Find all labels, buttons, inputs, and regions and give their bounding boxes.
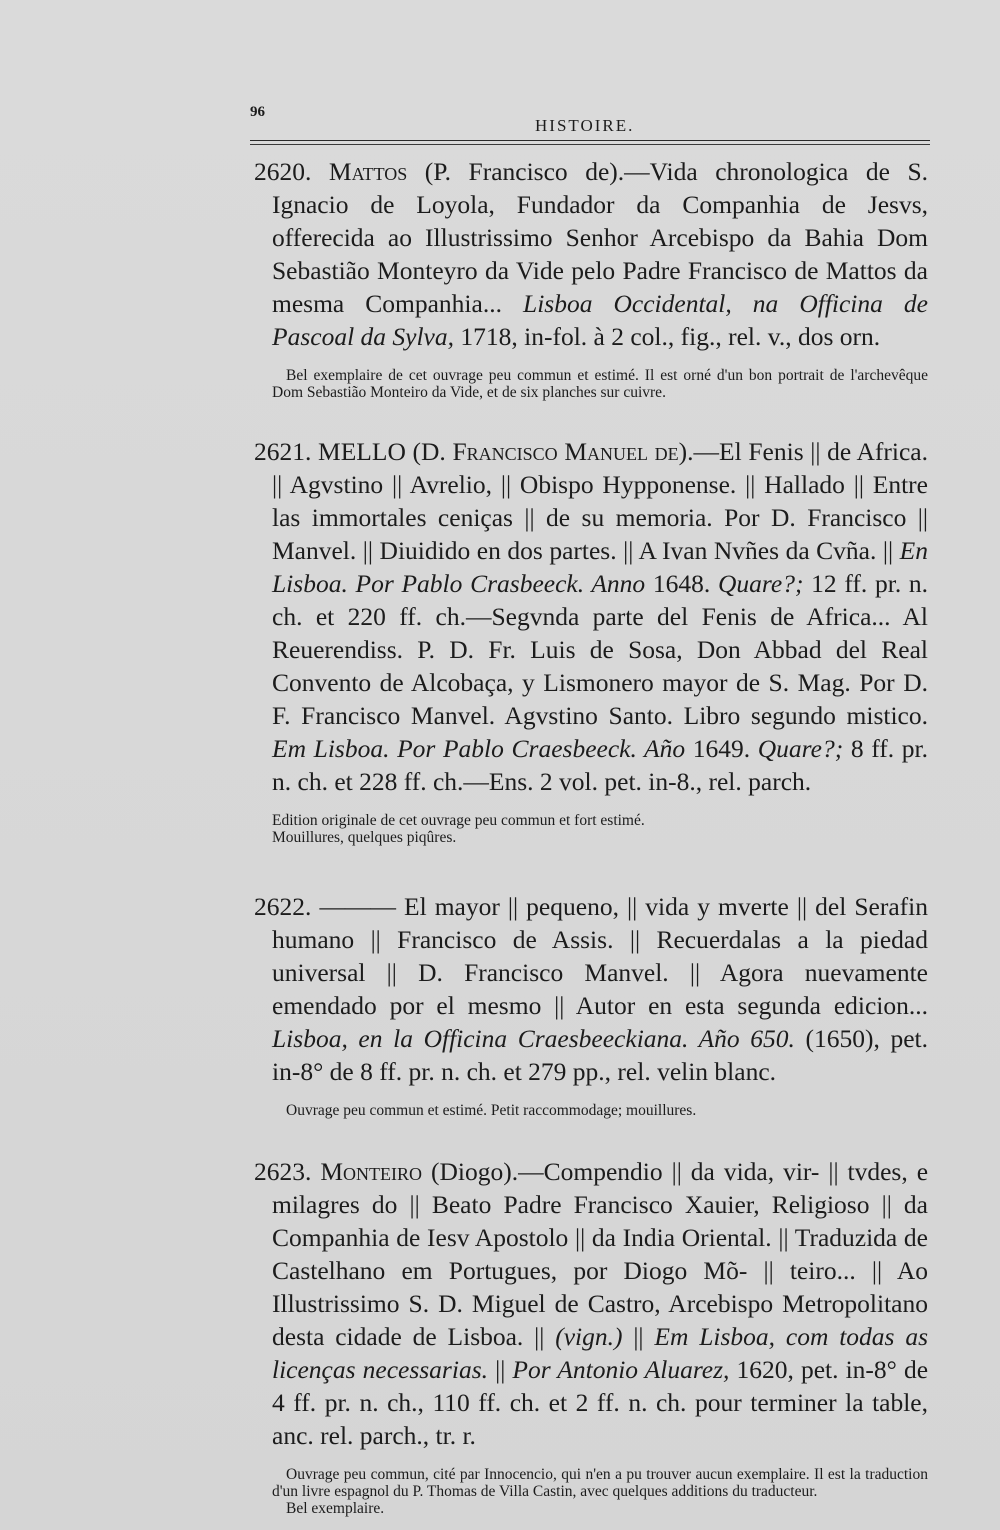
running-title: HISTOIRE.	[535, 116, 635, 135]
entry-number: 2621.	[254, 437, 312, 466]
entry-quare: Quare?;	[718, 569, 804, 598]
entry-title: El mayor || pequeno, || vida y mverte || del Serafin humano || Francisco de Assis. || Recuerdalas a la piedad universal || D. Francisco Manvel. || Agora nuevamente emendado por el mesmo || Autor en esta segunda edicion...	[272, 892, 929, 1020]
catalog-entries	[254, 155, 929, 1517]
entry-number: 2623.	[254, 1157, 312, 1186]
entry-separator: ||	[495, 1355, 506, 1384]
entry-collation: 8 ff. pr. n. ch. et 228 ff. ch.—Ens. 2 vol. pet. in-8., rel. parch.	[272, 734, 928, 796]
catalog-entry-2623	[254, 1155, 929, 1517]
entry-collation: (1650), pet. in-8° de 8 ff. pr. n. ch. et 279 pp., rel. velin blanc.	[272, 1024, 929, 1086]
entry-author-sc: Francisco Manuel de	[452, 437, 679, 466]
entry-note-line: Edition originale de cet ouvrage peu commun et fort estimé.	[272, 812, 645, 829]
entry-collation: 1620, pet. in-8° de 4 ff. pr. n. ch., 110 ff. ch. et 2 ff. n. ch. pour terminer la table, anc. rel. parch., tr. r.	[272, 1355, 929, 1450]
entry-imprint: En Lisboa. Por Pablo Crasbeeck. Anno	[272, 536, 928, 598]
entry-author-rest: (Diogo).	[422, 1157, 519, 1186]
catalog-entry-2621	[254, 435, 929, 846]
entry-author: Mattos	[328, 157, 408, 186]
entry-text	[254, 435, 929, 798]
entry-author: MELLO (D.	[318, 437, 453, 466]
catalog-entry-2620	[254, 155, 929, 401]
entry-printer: Por Antonio Aluarez,	[512, 1355, 730, 1384]
entry-year-part2: 1649.	[692, 734, 751, 763]
entry-author: Monteiro	[320, 1157, 423, 1186]
entry-imprint-part2: Em Lisboa. Por Pablo Craesbeeck. Año	[272, 734, 686, 763]
entry-imprint: Lisboa, en la Officina Craesbeeckiana. Año 650.	[272, 1024, 795, 1053]
entry-title: —Compendio || da vida, vir- || tvdes, e milagres do || Beato Padre Francisco Xauier, Religioso || da Companhia de Iesv Apostolo || da India Oriental. || Traduzida de Castelhano em Portugues, por Diogo Mõ- || teiro... || Ao Illustrissimo S. D. Miguel de Castro, Arcebispo Metropolitano desta cidade de Lisboa. ||	[272, 1157, 929, 1351]
entry-note-line: Mouillures, quelques piqûres.	[272, 829, 457, 846]
entry-note: Ouvrage peu commun, cité par Innocencio, qui n'en a pu trouver aucun exemplaire. Il est la traduction d'un livre espagnol du P. Thomas de Villa Castin, avec quelques additions du traducteur.	[272, 1466, 928, 1500]
entry-note: Ouvrage peu commun et estimé. Petit raccommodage; mouillures.	[286, 1102, 697, 1119]
entry-year: 1648.	[652, 569, 711, 598]
entry-imprint: Em Lisboa, com todas as licenças necessarias.	[272, 1322, 928, 1384]
entry-title: —Vida chronologica de S. Ignacio de Loyola, Fundador da Companhia de Jesvs, offerecida ao Illustrissimo Senhor Arcebispo da Bahia Dom Sebastião Monteyro da Vide pelo Padre Francisco de Mattos da mesma Companhia...	[272, 157, 928, 318]
entry-separator: ||	[633, 1322, 644, 1351]
entry-quare-part2: Quare?;	[757, 734, 844, 763]
entry-note-secondary: Bel exemplaire.	[286, 1500, 385, 1517]
page-header	[250, 104, 930, 144]
entry-collation: 1718, in-fol. à 2 col., fig., rel. v., dos orn.	[460, 322, 881, 351]
catalog-entry-2622	[254, 890, 929, 1119]
entry-number: 2622.	[254, 892, 312, 921]
entry-number: 2620.	[254, 157, 312, 186]
entry-author-rest: (P. Francisco de).	[407, 157, 625, 186]
entry-imprint: Lisboa Occidental, na Officina de Pascoal da Sylva,	[272, 289, 929, 351]
entry-note: Bel exemplaire de cet ouvrage peu commun et estimé. Il est orné d'un bon portrait de l'archevêque Dom Sebastião Monteiro da Vide, et de six planches sur cuivre.	[272, 367, 928, 401]
entry-title-part2: 12 ff. pr. n. ch. et 220 ff. ch.—Segvnda parte del Fenis de Africa... Al Reuerendiss. P. D. Fr. Luis de Sosa, Don Abbad del Real Convento de Alcobaça, y Lismonero mayor de S. Mag. Por D. F. Francisco Manvel. Agvstino Santo. Libro segundo mistico.	[272, 569, 929, 730]
entry-text	[254, 155, 929, 353]
entry-dash: ———	[319, 892, 396, 921]
page-number: 96	[250, 104, 265, 120]
entry-text	[254, 1155, 929, 1452]
entry-title: —El Fenis || de Africa. || Agvstino || Avrelio, || Obispo Hypponense. || Hallado || Entre las immortales ceniças || de su memoria. Por D. Francisco || Manvel. || Diuidido en dos partes. || A Ivan Nvñes da Cvña. ||	[272, 437, 928, 565]
header-rule	[250, 140, 930, 141]
entry-text	[254, 890, 929, 1088]
header-rule-secondary	[250, 144, 930, 145]
entry-author-rest: ).	[678, 437, 694, 466]
entry-vignette: (vign.)	[555, 1322, 623, 1351]
entry-note	[272, 812, 928, 846]
